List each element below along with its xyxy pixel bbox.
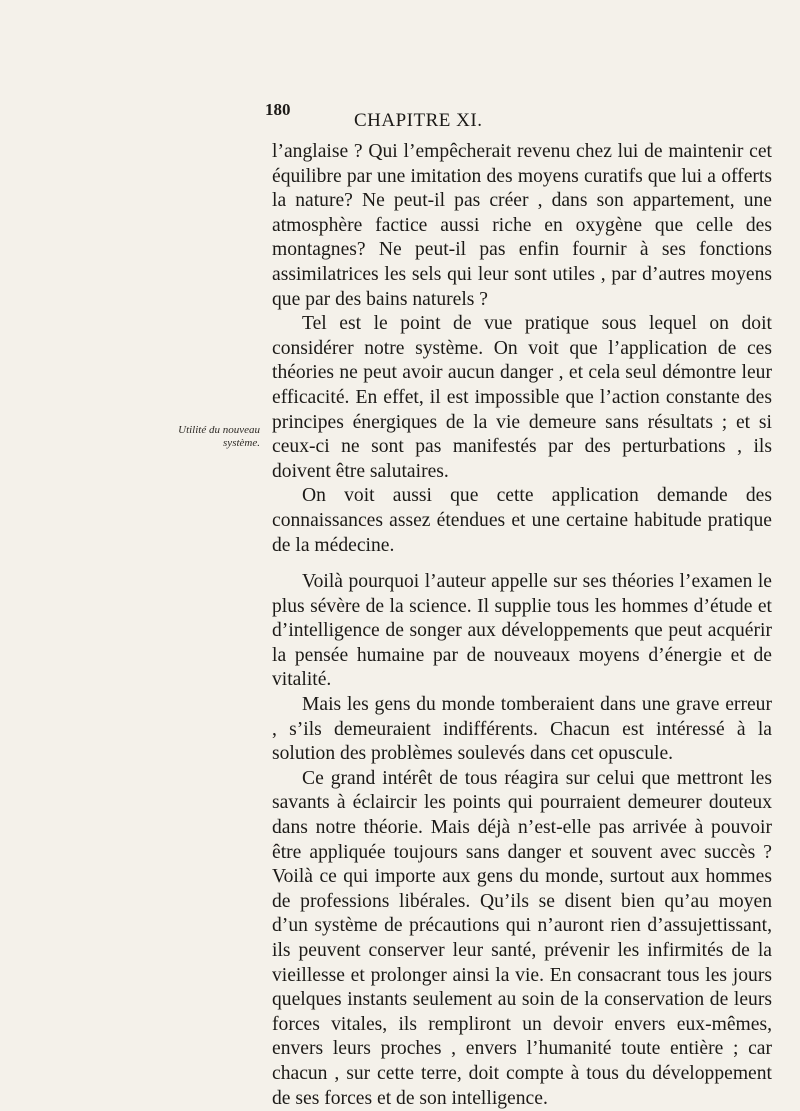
paragraph-4: Voilà pourquoi l’auteur appelle sur ses théories l’examen le plus sévère de la science. Il supplie tous les hommes d’étude et d’intelligence de songer aux développements que peut acquérir la pensée humaine par de nouveaux moyens d’énergie et de vitalité. [272, 571, 772, 691]
paragraph-3: On voit aussi que cette application demande des connaissances assez étendues et une certaine habitude pratique de la médecine. [272, 485, 772, 556]
paragraph-1: l’anglaise ? Qui l’empêcherait revenu chez lui de maintenir cet équilibre par une imitation des moyens curatifs que lui a offerts la nature? Ne peut-il pas créer , dans son appartement, une atmosphère factice aussi riche en oxygène que celle des montagnes? Ne peut-il pas enfin fournir à ses fonctions assimilatrices les sels qui leur sont utiles , par d’autres moyens que par des bains naturels ? [272, 141, 772, 310]
paragraph-5: Mais les gens du monde tomberaient dans une grave erreur , s’ils demeuraient indifférents. Chacun est intéressé à la solution des problèmes soulevés dans cet opuscule. [272, 694, 772, 765]
page-number: 180 [265, 100, 291, 119]
body-text [272, 140, 772, 1111]
margin-note-line-2: système. [223, 437, 260, 449]
margin-note [150, 424, 260, 450]
chapter-title: CHAPITRE XI. [354, 110, 483, 131]
paragraph-2: Tel est le point de vue pratique sous lequel on doit considérer notre système. On voit que l’application de ces théories ne peut avoir aucun danger , et cela seul démontre leur efficacité. En effet, il est impossible que l’action constante des principes énergiques de la vie demeure sans résultats ; et si ceux-ci ne sont pas manifestés par des perturbations , ils doivent être salutaires. [272, 313, 772, 482]
paragraph-6: Ce grand intérêt de tous réagira sur celui que mettront les savants à éclaircir les points qui pourraient demeurer douteux dans notre théorie. Mais déjà n’est-elle pas arrivée à pouvoir être appliquée toujours sans danger et souvent avec succès ? Voilà ce qui importe aux gens du monde, surtout aux hommes de professions libérales. Qu’ils se disent bien qu’au moyen d’un système de précautions qui n’auront rien d’assujettissant, ils peuvent conserver leur santé, prévenir les infirmités de la vieillesse et prolonger ainsi la vie. En consacrant tous les jours quelques instants seulement au soin de la conservation de leurs forces vitales, ils rempliront un devoir envers eux-mêmes, envers leurs proches , envers l’humanité toute entière ; car chacun , sur cette terre, doit compte à tous du développement de ses forces et de son intelligence. [272, 767, 772, 1109]
running-head [265, 100, 765, 136]
margin-note-line-1: Utilité du nouveau [178, 424, 260, 436]
